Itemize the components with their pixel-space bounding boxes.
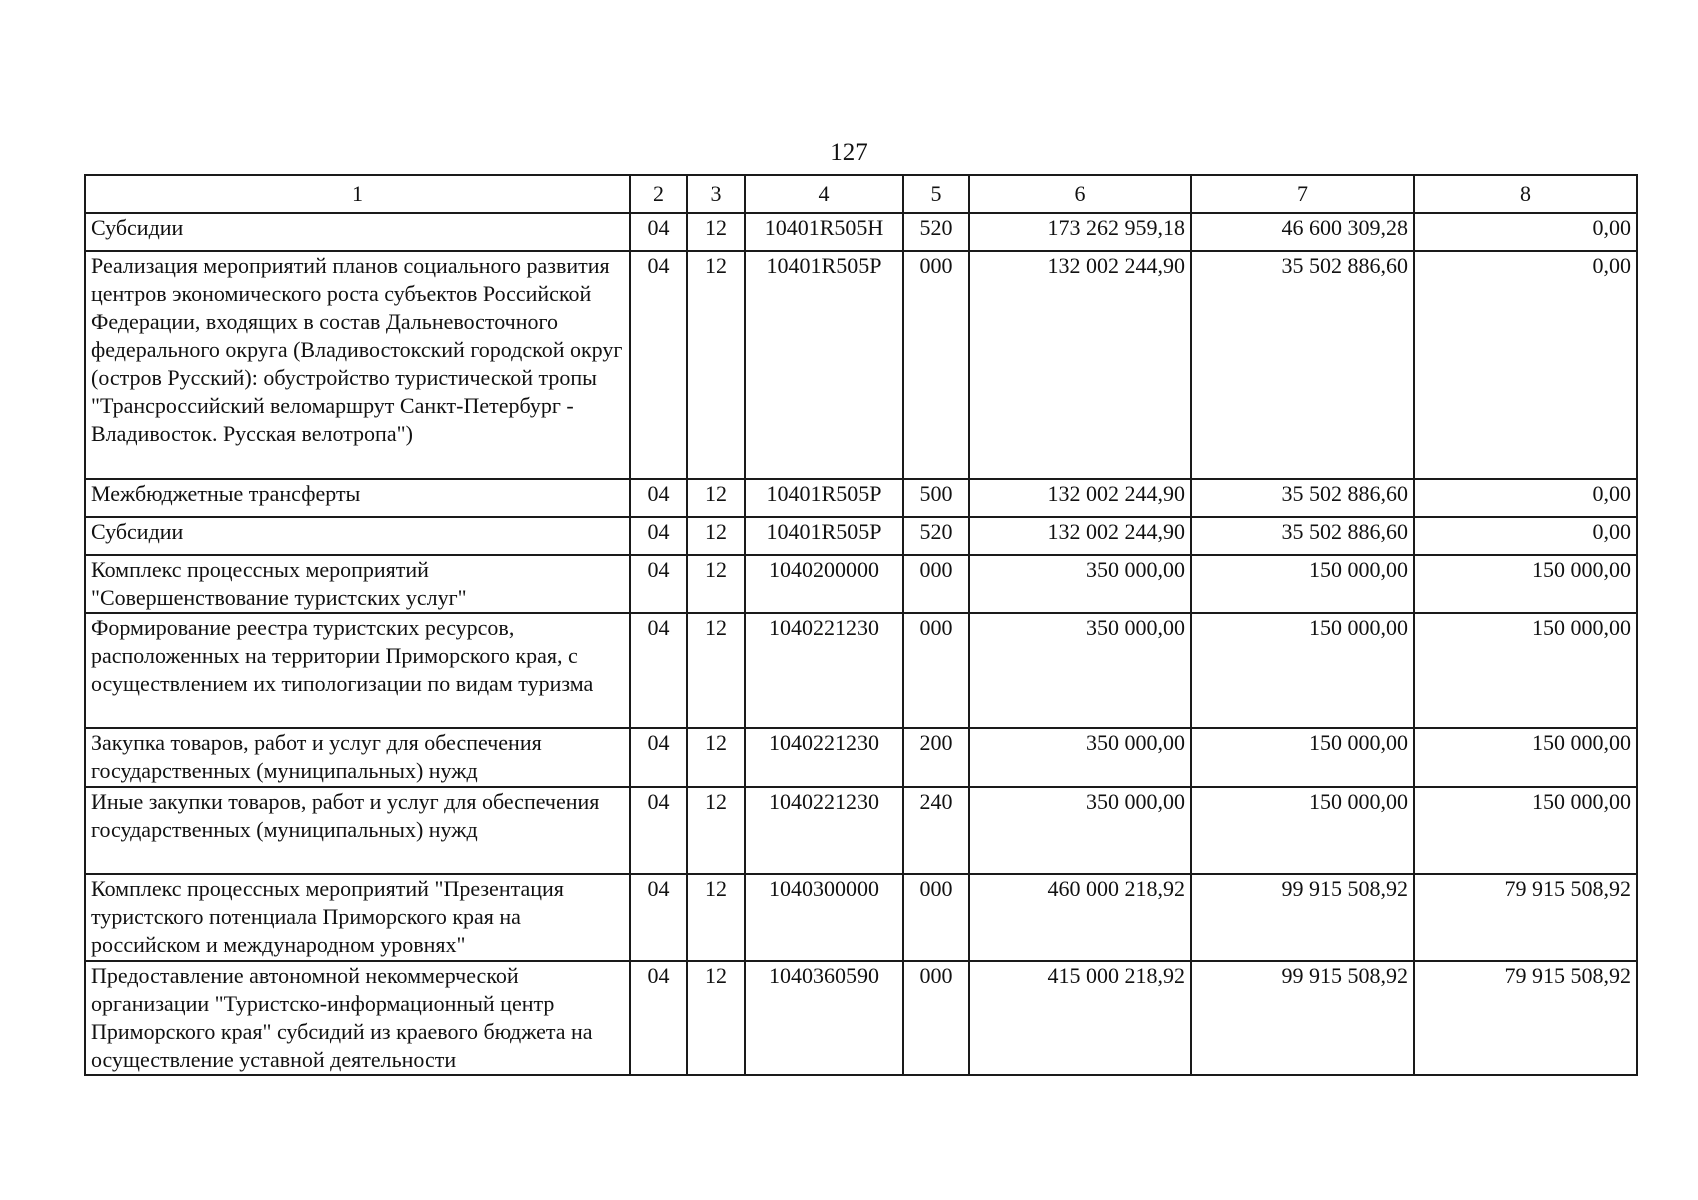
row-amount-col8: 150 000,00 <box>1414 787 1637 874</box>
row-description: Реализация мероприятий планов социального развития центров экономического роста субъектов Российской Федерации, входящих в состав Дальневосточного федерального округа (Владивостокский городской округ (остров Русский): обустройство туристической тропы "Трансроссийский веломаршрут Санкт-Петербург - Владивосток. Русская велотропа") <box>85 251 630 479</box>
header-col-6: 6 <box>969 175 1191 213</box>
table-row <box>85 787 1637 874</box>
row-amount-col6: 173 262 959,18 <box>969 213 1191 251</box>
row-amount-col8: 150 000,00 <box>1414 728 1637 787</box>
row-amount-col8: 79 915 508,92 <box>1414 874 1637 961</box>
row-target-code: 1040200000 <box>745 555 903 613</box>
row-amount-col7: 150 000,00 <box>1191 787 1414 874</box>
row-expense-type: 000 <box>903 251 969 479</box>
row-amount-col7: 150 000,00 <box>1191 555 1414 613</box>
header-col-7: 7 <box>1191 175 1414 213</box>
row-section: 04 <box>630 874 687 961</box>
row-target-code: 10401R505P <box>745 251 903 479</box>
row-subsection: 12 <box>687 479 745 517</box>
row-amount-col7: 35 502 886,60 <box>1191 517 1414 555</box>
row-subsection: 12 <box>687 251 745 479</box>
row-section: 04 <box>630 787 687 874</box>
row-subsection: 12 <box>687 213 745 251</box>
row-amount-col6: 460 000 218,92 <box>969 874 1191 961</box>
row-expense-type: 000 <box>903 961 969 1075</box>
table-row <box>85 517 1637 555</box>
header-col-1: 1 <box>85 175 630 213</box>
row-target-code: 10401R505P <box>745 517 903 555</box>
row-amount-col7: 35 502 886,60 <box>1191 251 1414 479</box>
row-amount-col8: 79 915 508,92 <box>1414 961 1637 1075</box>
row-subsection: 12 <box>687 728 745 787</box>
row-amount-col8: 0,00 <box>1414 213 1637 251</box>
row-section: 04 <box>630 251 687 479</box>
row-description: Предоставление автономной некоммерческой организации "Туристско-информационный центр Приморского края" субсидий из краевого бюджета на осуществление уставной деятельности <box>85 961 630 1075</box>
table-row <box>85 213 1637 251</box>
row-amount-col7: 46 600 309,28 <box>1191 213 1414 251</box>
row-section: 04 <box>630 555 687 613</box>
row-description: Закупка товаров, работ и услуг для обеспечения государственных (муниципальных) нужд <box>85 728 630 787</box>
row-expense-type: 200 <box>903 728 969 787</box>
row-target-code: 10401R505P <box>745 479 903 517</box>
table-row <box>85 251 1637 479</box>
row-subsection: 12 <box>687 555 745 613</box>
budget-table <box>84 174 1638 1076</box>
header-col-5: 5 <box>903 175 969 213</box>
row-description: Иные закупки товаров, работ и услуг для обеспечения государственных (муниципальных) нужд <box>85 787 630 874</box>
row-amount-col8: 0,00 <box>1414 517 1637 555</box>
row-target-code: 1040221230 <box>745 613 903 728</box>
row-amount-col7: 150 000,00 <box>1191 613 1414 728</box>
row-description: Субсидии <box>85 517 630 555</box>
row-target-code: 1040300000 <box>745 874 903 961</box>
row-amount-col6: 350 000,00 <box>969 787 1191 874</box>
row-target-code: 10401R505H <box>745 213 903 251</box>
row-amount-col7: 99 915 508,92 <box>1191 961 1414 1075</box>
row-target-code: 1040360590 <box>745 961 903 1075</box>
row-amount-col6: 132 002 244,90 <box>969 517 1191 555</box>
row-target-code: 1040221230 <box>745 728 903 787</box>
table-row <box>85 728 1637 787</box>
header-col-3: 3 <box>687 175 745 213</box>
row-section: 04 <box>630 613 687 728</box>
row-amount-col6: 132 002 244,90 <box>969 251 1191 479</box>
row-section: 04 <box>630 479 687 517</box>
row-amount-col8: 150 000,00 <box>1414 613 1637 728</box>
row-section: 04 <box>630 728 687 787</box>
row-description: Межбюджетные трансферты <box>85 479 630 517</box>
table-row <box>85 874 1637 961</box>
row-subsection: 12 <box>687 874 745 961</box>
row-target-code: 1040221230 <box>745 787 903 874</box>
row-subsection: 12 <box>687 517 745 555</box>
row-expense-type: 000 <box>903 874 969 961</box>
row-expense-type: 500 <box>903 479 969 517</box>
row-section: 04 <box>630 517 687 555</box>
header-col-4: 4 <box>745 175 903 213</box>
row-amount-col8: 0,00 <box>1414 251 1637 479</box>
header-col-2: 2 <box>630 175 687 213</box>
row-subsection: 12 <box>687 787 745 874</box>
row-description: Формирование реестра туристских ресурсов, расположенных на территории Приморского края, с осуществлением их типологизации по видам туризма <box>85 613 630 728</box>
header-row <box>85 175 1637 213</box>
row-amount-col6: 132 002 244,90 <box>969 479 1191 517</box>
row-expense-type: 000 <box>903 613 969 728</box>
page-number: 127 <box>830 139 868 166</box>
table-row <box>85 555 1637 613</box>
row-expense-type: 000 <box>903 555 969 613</box>
row-amount-col8: 150 000,00 <box>1414 555 1637 613</box>
header-col-8: 8 <box>1414 175 1637 213</box>
row-subsection: 12 <box>687 961 745 1075</box>
row-section: 04 <box>630 961 687 1075</box>
row-amount-col8: 0,00 <box>1414 479 1637 517</box>
row-section: 04 <box>630 213 687 251</box>
row-description: Комплекс процессных мероприятий "Совершенствование туристских услуг" <box>85 555 630 613</box>
row-amount-col7: 35 502 886,60 <box>1191 479 1414 517</box>
table-row <box>85 479 1637 517</box>
table-row <box>85 613 1637 728</box>
table-row <box>85 961 1637 1075</box>
row-amount-col6: 350 000,00 <box>969 728 1191 787</box>
row-subsection: 12 <box>687 613 745 728</box>
row-amount-col7: 99 915 508,92 <box>1191 874 1414 961</box>
row-description: Комплекс процессных мероприятий "Презентация туристского потенциала Приморского края на российском и международном уровнях" <box>85 874 630 961</box>
row-expense-type: 240 <box>903 787 969 874</box>
row-expense-type: 520 <box>903 517 969 555</box>
row-amount-col6: 415 000 218,92 <box>969 961 1191 1075</box>
row-amount-col6: 350 000,00 <box>969 613 1191 728</box>
row-amount-col6: 350 000,00 <box>969 555 1191 613</box>
row-expense-type: 520 <box>903 213 969 251</box>
row-description: Субсидии <box>85 213 630 251</box>
row-amount-col7: 150 000,00 <box>1191 728 1414 787</box>
